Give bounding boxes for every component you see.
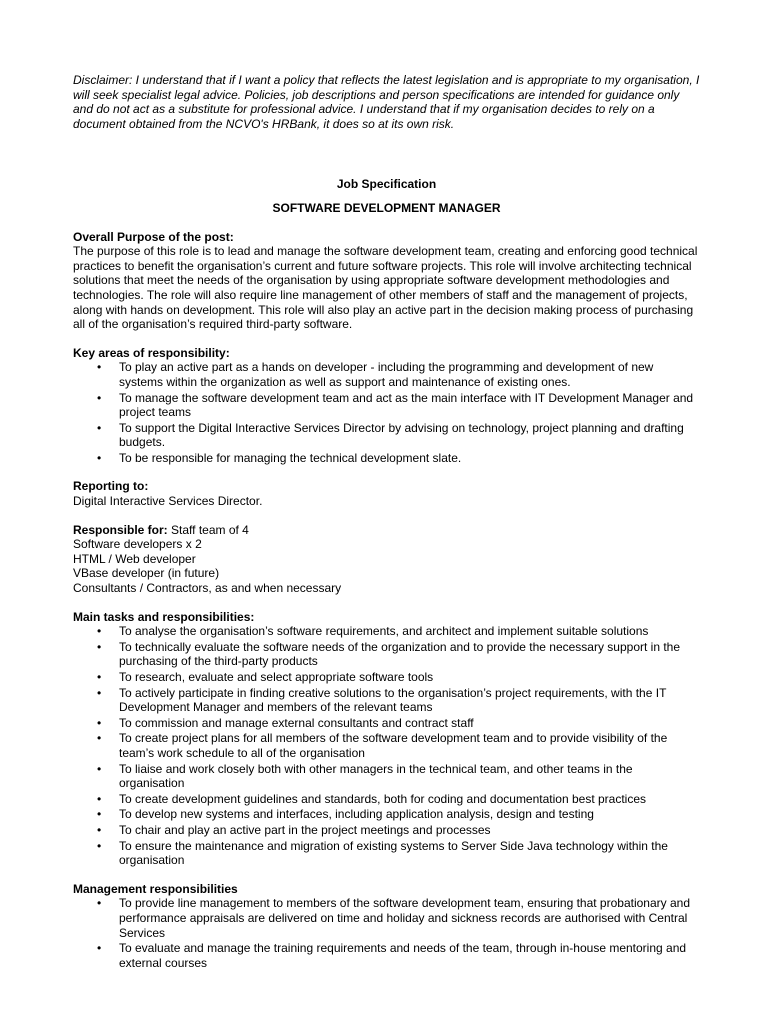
bullet-icon: • [97,670,102,684]
bullet-icon: • [97,807,102,822]
list-item [97,624,700,639]
list-item [97,715,700,731]
bullet-icon: • [97,390,102,405]
main-tasks-heading: Main tasks and responsibilities: [73,609,255,624]
list-item-text: To create development guidelines and standards, both for coding and documentation best practices [119,791,647,806]
role-title: SOFTWARE DEVELOPMENT MANAGER [272,200,501,215]
list-item-text: To liaise and work closely both with other managers in the technical team, and other teams in the organisation [119,761,633,791]
reporting-heading: Reporting to: [73,479,149,494]
list-item [97,896,700,940]
overall-purpose-section [73,230,700,332]
list-item-text: To actively participate in finding creative solutions to the organisation’s project requirements, with the IT Development Manager and members of the relevant teams [119,685,667,715]
responsible-for-summary: Staff team of 4 [167,522,249,537]
list-item [97,941,700,970]
main-tasks-list [73,624,700,868]
list-item-text: To chair and play an active part in the project meetings and processes [119,822,491,837]
responsible-for-item: Software developers x 2 [73,537,202,552]
list-item-text: To ensure the maintenance and migration of existing systems to Server Side Java technology within the organisation [119,838,668,868]
list-item [97,420,700,450]
list-item [97,360,700,389]
document-title: Job Specification [336,177,437,192]
management-list [73,896,700,970]
list-item-text: To be responsible for managing the technical development slate. [119,450,462,465]
responsible-for-heading: Responsible for: [73,522,168,537]
bullet-icon: • [97,761,102,776]
bullet-icon: • [97,420,102,435]
list-item-text: To technically evaluate the software needs of the organization and to provide the necessary support in the purchasing of the third-party products [119,639,681,669]
list-item-text: To provide line management to members of the software development team, ensuring that probationary and performance appraisals are delivered on time and holiday and sickness records are authorised with Central Services [119,896,690,940]
list-item-text: To create project plans for all members of the software development team and to provide visibility of the team’s work schedule to all of the organisation [119,731,668,760]
disclaimer-text: Disclaimer: I understand that if I want a policy that reflects the latest legislation and is appropriate to my organisation, I will seek specialist legal advice. Policies, job descriptions and person specifications are intended for guidance only and do not act as a substitute for professional advice. I understand that if my organisation decides to rely on a document obtained from the NCVO's HRBank, it does so at its own risk. [73,73,700,131]
list-item [97,685,700,715]
list-item [97,450,700,466]
key-areas-list [73,360,700,465]
bullet-icon: • [97,731,102,746]
bullet-icon: • [97,639,102,654]
list-item [97,807,700,822]
bullet-icon: • [97,896,102,911]
main-tasks-section [73,610,700,868]
bullet-icon: • [97,685,102,700]
list-item-text: To support the Digital Interactive Services Director by advising on technology, project planning and drafting budgets. [119,420,684,450]
list-item-text: To play an active part as a hands on developer - including the programming and development of new systems within the organization as well as support and maintenance of existing ones. [119,360,654,389]
list-item-text: To develop new systems and interfaces, including application analysis, design and testing [119,807,594,822]
list-item [97,822,700,838]
bullet-icon: • [97,450,102,465]
key-areas-heading: Key areas of responsibility: [73,345,230,360]
list-item [97,639,700,669]
bullet-icon: • [97,941,102,956]
list-item-text: To commission and manage external consultants and contract staff [119,715,474,730]
bullet-icon: • [97,715,102,730]
bullet-icon: • [97,624,102,639]
list-item [97,670,700,685]
key-areas-section [73,346,700,466]
management-section [73,882,700,971]
list-item-text: To manage the software development team and act as the main interface with IT Development Manager and project teams [119,390,694,420]
bullet-icon: • [97,360,102,375]
list-item [97,761,700,791]
list-item [97,390,700,420]
overall-purpose-text: The purpose of this role is to lead and manage the software development team, creating and enforcing good technical practices to benefit the organisation’s current and future software projects. This role will involve architecting technical solutions that meet the needs of the organisation by using appropriate software development methodologies and technologies. The role will also require line management of other members of staff and the management of projects, along with hands on development. This role will also play an active part in the decision making process of purchasing all of the organisation’s required third-party software. [73,244,698,332]
responsible-for-line [73,523,700,538]
list-item-text: To analyse the organisation’s software requirements, and architect and implement suitable solutions [119,624,649,639]
reporting-section [73,479,700,508]
responsible-for-section [73,523,700,596]
list-item [97,791,700,807]
bullet-icon: • [97,822,102,837]
list-item-text: To evaluate and manage the training requirements and needs of the team, through in-house mentoring and external courses [119,941,687,970]
bullet-icon: • [97,791,102,806]
list-item-text: To research, evaluate and select appropriate software tools [119,670,434,684]
bullet-icon: • [97,838,102,853]
responsible-for-item: HTML / Web developer [73,551,196,566]
responsible-for-item: VBase developer (in future) [73,566,220,581]
responsible-for-item: Consultants / Contractors, as and when necessary [73,581,342,596]
management-heading: Management responsibilities [73,881,238,896]
list-item [97,838,700,868]
overall-purpose-heading: Overall Purpose of the post: [73,229,234,244]
list-item [97,731,700,760]
reporting-text: Digital Interactive Services Director. [73,494,263,509]
